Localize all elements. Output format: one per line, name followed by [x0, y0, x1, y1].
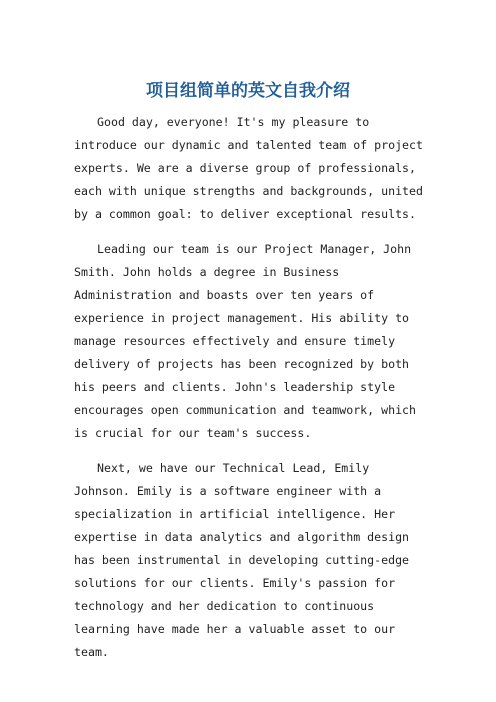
document-title: 项目组简单的英文自我介绍	[146, 81, 350, 101]
paragraph-technical-lead: Next, we have our Technical Lead, Emily Johnson. Emily is a software engineer with a specialization in artificial intelligence. Her expertise in data analytics and algorithm design has been instrumental in developing cutting-edge solutions for our clients. Emily's passion for technology and her dedication to continuous learning have made her a valuable asset to our team.	[74, 461, 410, 659]
paragraph-project-manager: Leading our team is our Project Manager, John Smith. John holds a degree in Business Administration and boasts over ten years of experience in project management. His ability to manage resources effectively and ensure timely delivery of projects has been recognized by both his peers and clients. John's leadership style encourages open communication and teamwork, which is crucial for our team's success.	[74, 242, 417, 440]
document-body	[74, 111, 424, 676]
paragraph-intro: Good day, everyone! It's my pleasure to introduce our dynamic and talented team of project experts. We are a diverse group of professionals, each with unique strengths and backgrounds, united by a common goal: to deliver exceptional results.	[74, 115, 424, 221]
